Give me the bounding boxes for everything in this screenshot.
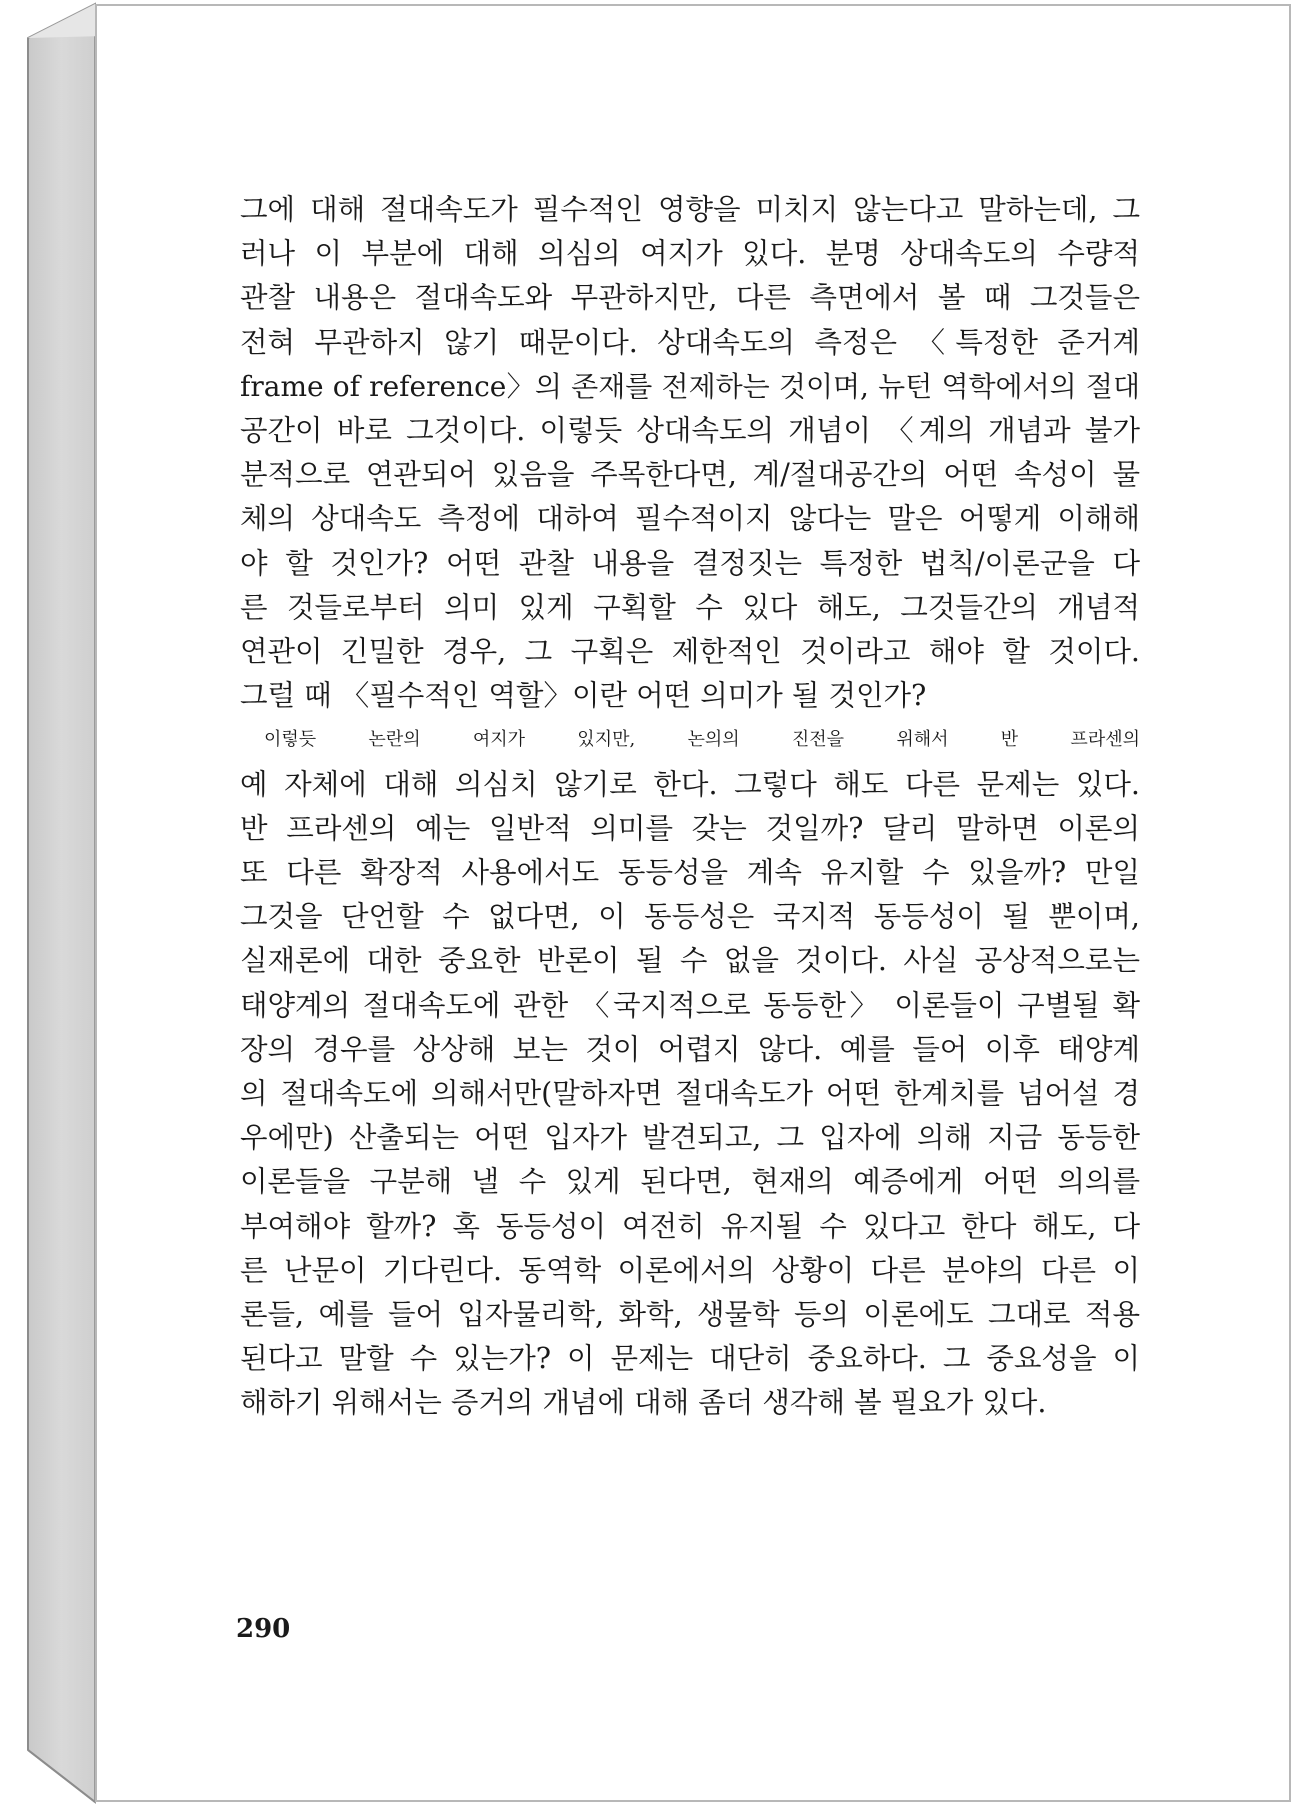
text-line: 그것을 단언할 수 없다면, 이 동등성은 국지적 동등성이 될 뿐이며, xyxy=(240,900,1140,934)
text-line: 예 자체에 대해 의심치 않기로 한다. 그렇다 해도 다른 문제는 있다. xyxy=(240,767,1140,801)
text-line: 관찰 내용은 절대속도와 무관하지만, 다른 측면에서 볼 때 그것들은 xyxy=(240,281,1140,315)
text-line: 또 다른 확장적 사용에서도 동등성을 계속 유지할 수 있을까? 만일 xyxy=(240,856,1140,890)
text-line: 된다고 말할 수 있는가? 이 문제는 대단히 중요하다. 그 중요성을 이 xyxy=(240,1342,1140,1376)
text-line: 른 것들로부터 의미 있게 구획할 수 있다 해도, 그것들간의 개념적 xyxy=(240,590,1140,624)
paragraph-1 xyxy=(240,188,1140,718)
text-line: 의 절대속도에 의해서만(말하자면 절대속도가 어떤 한계치를 넘어설 경 xyxy=(240,1077,1140,1111)
text-line: 전혀 무관하지 않기 때문이다. 상대속도의 측정은 〈특정한 준거계 xyxy=(240,325,1140,359)
text-line: 분적으로 연관되어 있음을 주목한다면, 계/절대공간의 어떤 속성이 물 xyxy=(240,458,1140,492)
page-number: 290 xyxy=(236,1614,291,1644)
paragraph-2 xyxy=(240,718,1140,1425)
text-line: 장의 경우를 상상해 보는 것이 어렵지 않다. 예를 들어 이후 태양계 xyxy=(240,1032,1140,1066)
text-line: frame of reference〉의 존재를 전제하는 것이며, 뉴턴 역학에서의 절대 xyxy=(240,369,1140,403)
text-line: 야 할 것인가? 어떤 관찰 내용을 결정짓는 특정한 법칙/이론군을 다 xyxy=(240,546,1140,580)
text-line: 태양계의 절대속도에 관한 〈국지적으로 동등한〉 이론들이 구별될 확 xyxy=(240,988,1140,1022)
text-line: 그에 대해 절대속도가 필수적인 영향을 미치지 않는다고 말하는데, 그 xyxy=(240,193,1140,226)
text-line: 론들, 예를 들어 입자물리학, 화학, 생물학 등의 이론에도 그대로 적용 xyxy=(240,1298,1140,1332)
text-line: 체의 상대속도 측정에 대하여 필수적이지 않다는 말은 어떻게 이해해 xyxy=(240,502,1140,536)
page-body-text xyxy=(240,188,1140,1426)
text-line: 해하기 위해서는 증거의 개념에 대해 좀더 생각해 볼 필요가 있다. xyxy=(240,1386,1047,1420)
text-line: 부여해야 할까? 혹 동등성이 여전히 유지될 수 있다고 한다 해도, 다 xyxy=(240,1209,1140,1243)
text-line: 연관이 긴밀한 경우, 그 구획은 제한적인 것이라고 해야 할 것이다. xyxy=(240,635,1140,669)
text-line: 공간이 바로 그것이다. 이렇듯 상대속도의 개념이 〈계의 개념과 불가 xyxy=(240,414,1140,448)
text-line: 반 프라센의 예는 일반적 의미를 갖는 것일까? 달리 말하면 이론의 xyxy=(240,811,1140,845)
text-line: 실재론에 대한 중요한 반론이 될 수 없을 것이다. 사실 공상적으로는 xyxy=(240,944,1140,978)
text-line: 른 난문이 기다린다. 동역학 이론에서의 상황이 다른 분야의 다른 이 xyxy=(240,1253,1140,1287)
text-line: 우에만) 산출되는 어떤 입자가 발견되고, 그 입자에 의해 지금 동등한 xyxy=(240,1121,1140,1155)
text-line: 이렇듯 논란의 여지가 있지만, 논의의 진전을 위해서 반 프라센의 xyxy=(264,729,1140,751)
text-line: 러나 이 부분에 대해 의심의 여지가 있다. 분명 상대속도의 수량적 xyxy=(240,237,1140,271)
text-line: 이론들을 구분해 낼 수 있게 된다면, 현재의 예증에게 어떤 의의를 xyxy=(240,1165,1140,1199)
text-line: 그럴 때 〈필수적인 역할〉이란 어떤 의미가 될 것인가? xyxy=(240,679,927,713)
